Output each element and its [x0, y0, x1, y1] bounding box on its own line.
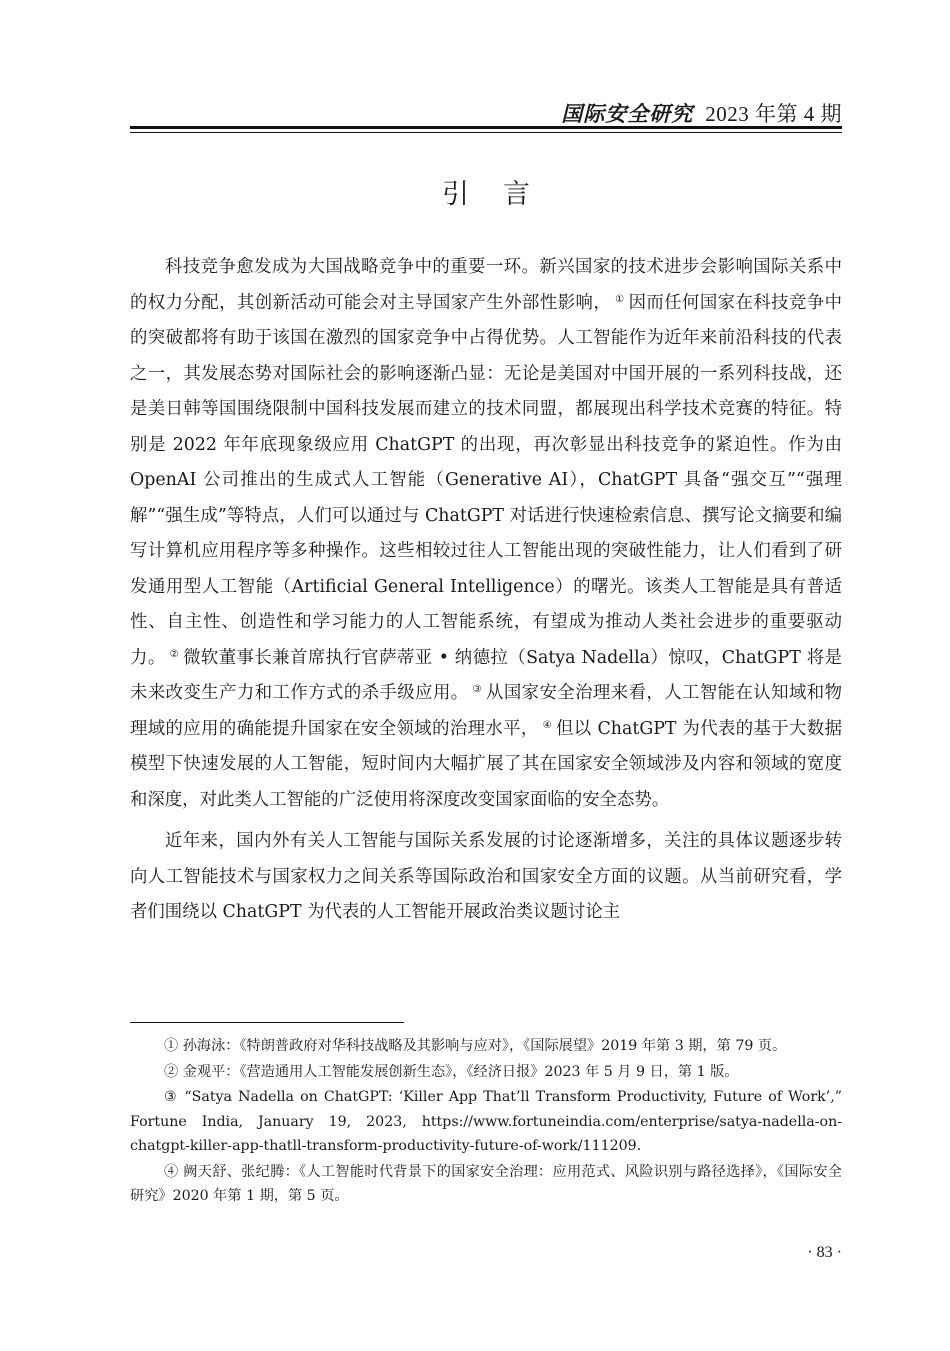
footnotes: [130, 1034, 842, 1210]
footnote-marker: ④: [542, 719, 553, 731]
paragraph-text: 近年来，国内外有关人工智能与国际关系发展的讨论逐渐增多，关注的具体议题逐步转向人工智能技术与国家权力之间关系等国际政治和国家安全方面的议题。从当前研究看，学者们围绕以 ChatGPT 为代表的人工智能开展政治类议题讨论主: [130, 831, 842, 922]
paragraph-text: 微软董事长兼首席执行官萨蒂亚 • 纳德拉（Satya Nadella）惊叹，ChatGPT 将是未来改变生产力和工作方式的杀手级应用。: [130, 647, 842, 703]
header-rule-thick: [130, 126, 842, 129]
footnote-3: ③ “Satya Nadella on ChatGPT: ‘Killer App That’ll Transform Productivity, Future of Work’,” Fortune India, January 19, 2023, https://www.fortuneindia.com/enterprise/satya-nadella-on-chatgpt-killer-app-thatll-transform-productivity-future-of-work/111209.: [130, 1089, 842, 1154]
body-paragraph: [130, 250, 842, 818]
header-text: [561, 98, 842, 128]
journal-name: 国际安全研究: [561, 101, 694, 126]
footnote-marker: ②: [169, 648, 180, 660]
footnote-1: ① 孙海泳：《特朗普政府对华科技战略及其影响与应对》，《国际展望》2019 年第 3 期，第 79 页。: [164, 1038, 787, 1054]
footnote-rule: [130, 1022, 404, 1023]
footnote-marker: ①: [615, 293, 625, 305]
footnote-2: ② 金观平：《营造通用人工智能发展创新生态》，《经济日报》2023 年 5 月 9 日，第 1 版。: [164, 1063, 739, 1080]
running-header: [130, 96, 842, 130]
page-number: · 83 ·: [807, 1244, 842, 1261]
paragraph-text: 但以 ChatGPT 为代表的基于大数据模型下快速发展的人工智能，短时间内大幅扩展了其在国家安全领域涉及内容和领域的宽度和深度，对此类人工智能的广泛使用将深度改变国家面临的安全态势。: [130, 718, 842, 810]
paragraph-text: 科技竞争愈发成为大国战略竞争中的重要一环。新兴国家的技术进步会影响国际关系中的权力分配，其创新活动可能会对主导国家产生外部性影响，: [130, 257, 842, 313]
header-rule-thin: [130, 132, 842, 133]
body-paragraph: [130, 824, 842, 931]
footnote-4: ④ 阙天舒、张纪腾：《人工智能时代背景下的国家安全治理：应用范式、风险识别与路径选择》，《国际安全研究》2020 年第 1 期，第 5 页。: [130, 1163, 842, 1204]
paragraph-text: 因而任何国家在科技竞争中的突破都将有助于该国在激烈的国家竞争中占得优势。人工智能作为近年来前沿科技的代表之一，其发展态势对国际社会的影响逐渐凸显：无论是美国对中国开展的一系列科技战，还是美日韩等国围绕限制中国科技发展而建立的技术同盟，都展现出科学技术竞赛的特征。特别是 2022 年年底现象级应用 ChatGPT 的出现，再次彰显出科技竞争的紧迫性。作为由 OpenAI 公司推出的生成式人工智能（Generative AI），ChatGPT 具备“强交互”“强理解”“强生成”等特点，人们可以通过与 ChatGPT 对话进行快速检索信息、撰写论文摘要和编写计算机应用程序等多种操作。这些相较过往人工智能出现的突破性能力，让人们看到了研发通用型人工智能（Artificial General Intelligence）的曙光。该类人工智能是具有普适性、自主性、创造性和学习能力的人工智能系统，有望成为推动人类社会进步的重要驱动力。: [130, 292, 842, 668]
section-title: 引言: [442, 179, 564, 210]
issue-label: 2023 年第 4 期: [705, 102, 842, 126]
paragraph-text: 从国家安全治理来看，人工智能在认知域和物理域的应用的确能提升国家在安全领域的治理水平，: [130, 683, 842, 739]
footnote-marker: ③: [472, 684, 482, 695]
body-text: [130, 250, 842, 937]
